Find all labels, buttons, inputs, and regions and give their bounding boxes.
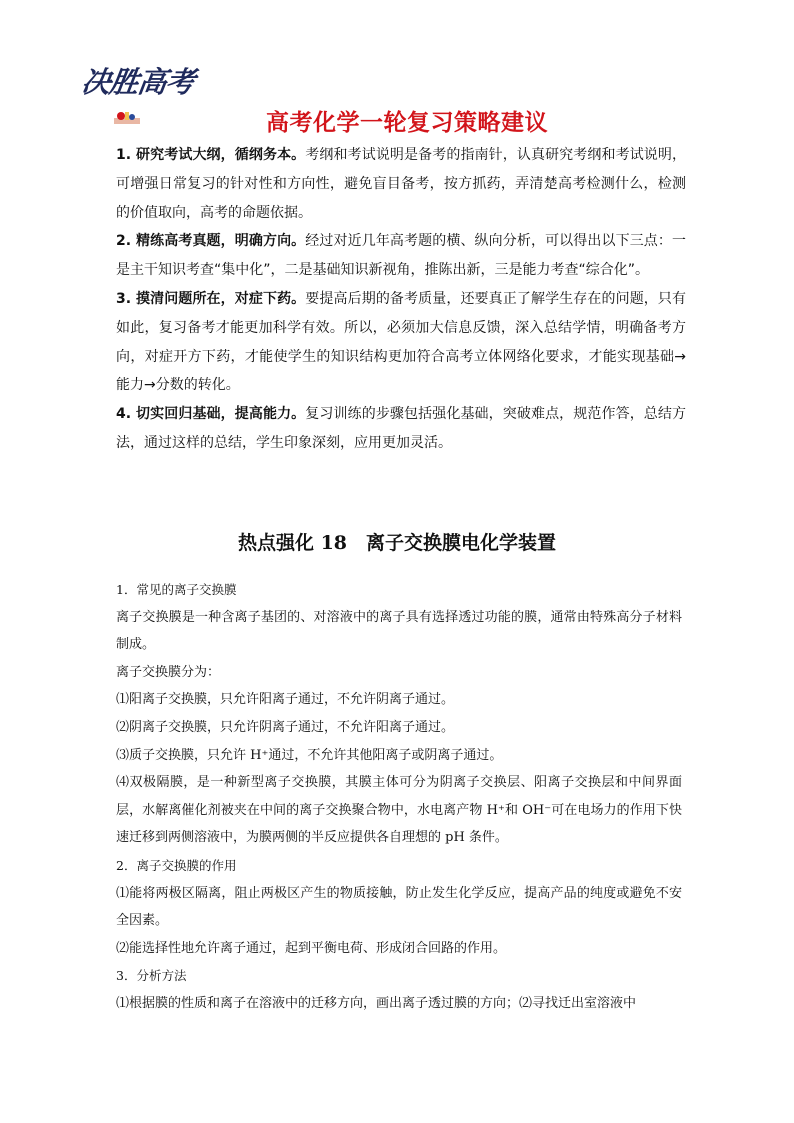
section-body <box>116 576 682 1018</box>
list-item: ⑴阳离子交换膜，只允许阳离子通过，不允许阴离子通过。 <box>116 692 455 708</box>
section-title: 热点强化 18 离子交换膜电化学装置 <box>237 532 557 554</box>
page-title: 高考化学一轮复习策略建议 <box>266 110 548 136</box>
strategy-lead: 4. 切实回归基础，提高能力。 <box>116 406 306 423</box>
strategy-item <box>116 285 686 400</box>
strategy-lead: 2. 精练高考真题，明确方向。 <box>116 233 306 250</box>
strategy-text: 复习训练的步骤包括强化基础，突破难点，规范作答，总结方法，通过这样的总结，学生印象深刻，应用更加灵活。 <box>116 406 687 451</box>
paragraph: 离子交换膜分为： <box>116 664 221 680</box>
list-item: ⑵阴离子交换膜，只允许阴离子通过，不允许阳离子通过。 <box>116 719 455 735</box>
paragraph: 离子交换膜是一种含离子基团的、对溶液中的离子具有选择透过功能的膜，通常由特殊高分子材料制成。 <box>116 609 682 653</box>
strategy-text: 经过对近几年高考题的横、纵向分析，可以得出以下三点：一是主干知识考查“集中化”，二是基础知识新视角，推陈出新，三是能力考查“综合化”。 <box>116 233 687 279</box>
subheading: 2．离子交换膜的作用 <box>116 857 237 873</box>
subheading: 3．分析方法 <box>116 968 187 984</box>
list-item: ⑵能选择性地允许离子通过，起到平衡电荷、形成闭合回路的作用。 <box>116 940 507 956</box>
strategy-text: 要提高后期的备考质量，还要真正了解学生存在的问题，只有如此，复习备考才能更加科学有效。所以，必须加大信息反馈，深入总结学情，明确备考方向，对症开方下药，才能使学生的知识结构更加符合高考立体网络化要求，才能实现基础→能力→分数的转化。 <box>116 290 687 394</box>
list-item: ⑶质子交换膜，只允许 H⁺通过，不允许其他阳离子或阴离子通过。 <box>116 747 503 763</box>
list-item: ⑴能将两极区隔离，阻止两极区产生的物质接触，防止发生化学反应，提高产品的纯度或避免不安全因素。 <box>116 885 682 929</box>
logo-text: 决胜高考 <box>79 65 197 99</box>
subheading: 1．常见的离子交换膜 <box>116 582 237 597</box>
strategy-text: 考纲和考试说明是备考的指南针，认真研究考纲和考试说明，可增强日常复习的针对性和方向性，避免盲目备考，按方抓药，弄清楚高考检测什么，检测的价值取向，高考的命题依据。 <box>116 147 687 221</box>
list-item: ⑷双极隔膜，是一种新型离子交换膜，其膜主体可分为阴离子交换层、阳离子交换层和中间界面层，水解离催化剂被夹在中间的离子交换聚合物中，水电离产物 H⁺和 OH⁻可在电场力的作用下快速迁移到两侧溶液中，为膜两侧的半反应提供各自理想的 pH 条件。 <box>116 775 682 846</box>
strategy-list <box>116 141 686 458</box>
strategy-lead: 3. 摸清问题所在，对症下药。 <box>116 290 306 307</box>
strategy-item <box>116 400 686 458</box>
list-item: ⑴根据膜的性质和离子在溶液中的迁移方向，画出离子透过膜的方向；⑵寻找迁出室溶液中 <box>116 995 637 1011</box>
strategy-lead: 1. 研究考试大纲，循纲务本。 <box>116 147 306 163</box>
strategy-item <box>116 141 686 227</box>
strategy-item <box>116 227 686 285</box>
